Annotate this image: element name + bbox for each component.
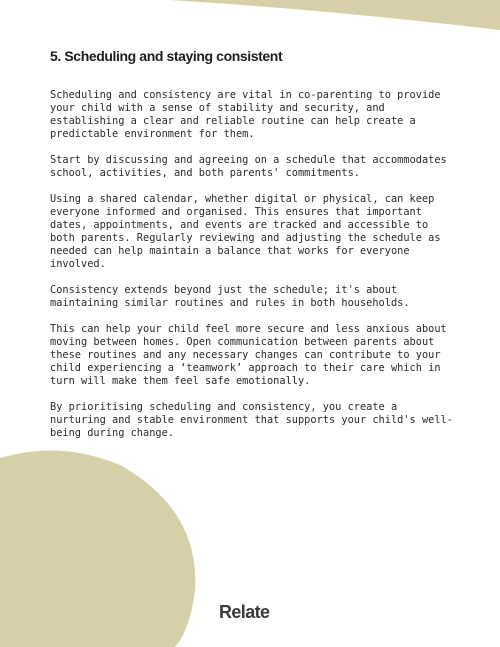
bottom-decorative-shape — [0, 440, 220, 647]
paragraph: Scheduling and consistency are vital in co-parenting to provide your child with a sense of stability and security, and establishing a clear and reliable routine can help create a predictable environment for them. — [50, 89, 441, 140]
paragraph: This can help your child feel more secure and less anxious about moving between homes. Open communication between parents about these routines and any necessary changes can contribute to your child experiencing a ‘teamwork’ approach to their care which in turn will make them feel safe emotionally. — [50, 323, 447, 387]
top-decorative-shape — [0, 0, 500, 40]
body-text — [50, 89, 455, 453]
section-heading: 5. Scheduling and staying consistent — [50, 48, 283, 64]
paragraph: Consistency extends beyond just the schedule; it's about maintaining similar routines and rules in both households. — [50, 284, 410, 309]
paragraph: Using a shared calendar, whether digital or physical, can keep everyone informed and organised. This ensures that important dates, appointments, and events are tracked and accessible to both parents. Regularly reviewing and adjusting the schedule as needed can help maintain a balance that works for everyone involved. — [50, 193, 441, 270]
paragraph: By prioritising scheduling and consistency, you create a nurturing and stable environment that supports your child's well-being during change. — [50, 401, 453, 439]
paragraph: Start by discussing and agreeing on a schedule that accommodates school, activities, and both parents' commitments. — [50, 154, 447, 179]
relate-logo: Relate — [219, 602, 270, 622]
